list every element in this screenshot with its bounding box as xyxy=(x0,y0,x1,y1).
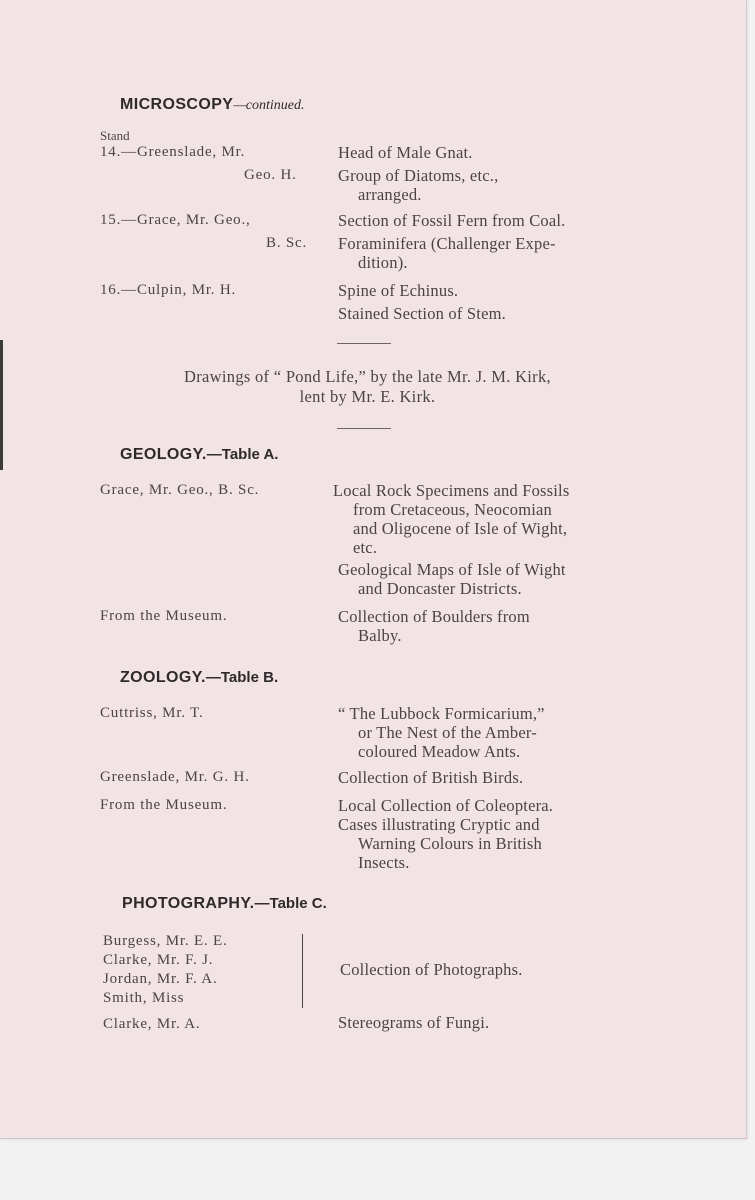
drawings-note-cont: lent by Mr. E. Kirk. xyxy=(299,387,436,406)
desc-line: Cases illustrating Cryptic and xyxy=(338,815,540,834)
exhibitor-name: Greenslade, Mr. G. H. xyxy=(100,769,250,785)
zoology-title: ZOOLOGY. xyxy=(120,669,206,686)
photography-heading xyxy=(122,895,327,913)
exhibitor-name: 14.—Greenslade, Mr. xyxy=(100,144,246,160)
exhibit-description xyxy=(338,607,623,645)
exhibitor-name: From the Museum. xyxy=(100,797,228,813)
group-brace xyxy=(294,934,303,1008)
exhibitor-name-cont: B. Sc. xyxy=(266,235,308,251)
exhibitor-group xyxy=(103,932,228,1008)
exhibit-description: Stereograms of Fungi. xyxy=(338,1013,490,1032)
desc-line: from Cretaceous, Neocomian xyxy=(353,500,553,519)
microscopy-heading xyxy=(120,96,305,114)
exhibit-description: Collection of British Birds. xyxy=(338,768,524,787)
desc-line: coloured Meadow Ants. xyxy=(358,742,521,761)
geology-table: —Table A. xyxy=(206,446,279,463)
exhibit-description: Spine of Echinus. xyxy=(338,281,459,300)
desc-line: Collection of Boulders from xyxy=(338,607,530,626)
exhibit-description: Group of Diatoms, etc., xyxy=(338,166,499,185)
exhibitor-name: 16.—Culpin, Mr. H. xyxy=(100,282,237,298)
exhibitor-name-cont: Geo. H. xyxy=(244,167,297,183)
zoology-table: —Table B. xyxy=(205,669,279,686)
page-edge-mark xyxy=(0,340,3,470)
divider-rule xyxy=(337,343,391,344)
desc-line: Local Rock Specimens and Fossils xyxy=(333,481,570,500)
geology-title: GEOLOGY. xyxy=(120,446,207,463)
desc-line: Balby. xyxy=(358,626,402,645)
desc-line: Geological Maps of Isle of Wight xyxy=(338,560,566,579)
exhibitor-name: Clarke, Mr. A. xyxy=(103,1016,201,1032)
desc-line: or The Nest of the Amber- xyxy=(358,723,537,742)
exhibitor-name: Jordan, Mr. F. A. xyxy=(103,971,218,987)
zoology-heading xyxy=(120,669,278,687)
exhibit-description xyxy=(338,815,623,872)
exhibitor-name: 15.—Grace, Mr. Geo., xyxy=(100,212,251,228)
exhibit-description-cont: dition). xyxy=(358,253,408,272)
geology-heading xyxy=(120,446,278,464)
desc-line: and Oligocene of Isle of Wight, xyxy=(353,519,568,538)
exhibitor-name: Burgess, Mr. E. E. xyxy=(103,933,228,949)
desc-line: and Doncaster Districts. xyxy=(358,579,522,598)
desc-line: “ The Lubbock Formicarium,” xyxy=(338,704,545,723)
stand-label: Stand xyxy=(100,128,130,143)
exhibitor-name: Cuttriss, Mr. T. xyxy=(100,705,204,721)
photography-title: PHOTOGRAPHY. xyxy=(122,895,255,912)
drawings-note: Drawings of “ Pond Life,” by the late Mr. J. M. Kirk, xyxy=(184,367,551,386)
exhibit-description: Foraminifera (Challenger Expe- xyxy=(338,234,556,253)
exhibit-description: Head of Male Gnat. xyxy=(338,143,473,162)
exhibit-description: Local Collection of Coleoptera. xyxy=(338,796,554,815)
exhibitor-name: From the Museum. xyxy=(100,608,228,624)
exhibitor-name: Grace, Mr. Geo., B. Sc. xyxy=(100,482,260,498)
exhibit-description xyxy=(338,704,623,761)
exhibit-description-cont: arranged. xyxy=(358,185,422,204)
exhibit-description xyxy=(333,481,623,557)
photography-table: —Table C. xyxy=(254,895,327,912)
desc-line: Insects. xyxy=(358,853,410,872)
exhibit-description: Collection of Photographs. xyxy=(340,960,523,979)
exhibit-description xyxy=(338,560,623,598)
divider-rule xyxy=(337,428,391,429)
desc-line: Warning Colours in British xyxy=(358,834,542,853)
microscopy-title: MICROSCOPY xyxy=(120,96,234,113)
exhibitor-name: Clarke, Mr. F. J. xyxy=(103,952,214,968)
exhibitor-name: Smith, Miss xyxy=(103,990,185,1006)
exhibit-description: Stained Section of Stem. xyxy=(338,304,506,323)
exhibit-description: Section of Fossil Fern from Coal. xyxy=(338,211,566,230)
desc-line: etc. xyxy=(353,538,378,557)
microscopy-continued: —continued. xyxy=(233,98,305,113)
